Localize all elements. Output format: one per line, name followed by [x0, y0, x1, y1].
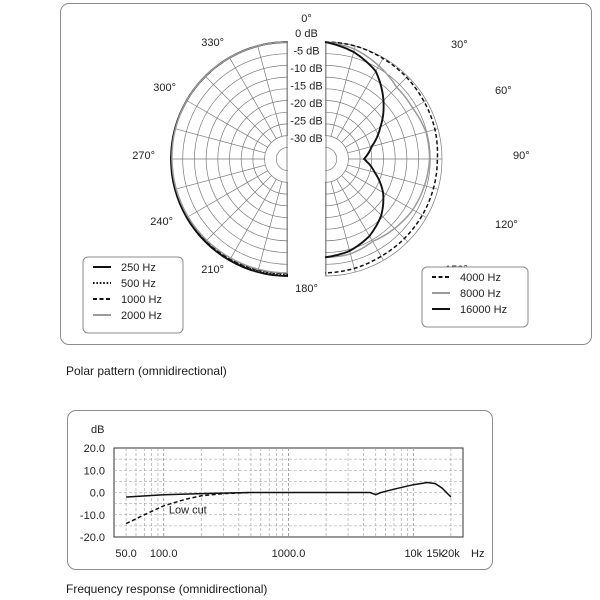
x-tick-label: 50.0	[115, 548, 137, 560]
polar-chart	[61, 4, 593, 346]
grid-spoke	[331, 182, 355, 272]
grid-spoke	[224, 171, 305, 218]
radial-label: -10 dB	[290, 63, 323, 75]
radial-label: -5 dB	[293, 45, 320, 58]
legend-label: 8000 Hz	[460, 288, 501, 300]
grid-spoke	[300, 179, 347, 260]
legend-label: 16000 Hz	[460, 304, 508, 316]
legend-right	[422, 267, 528, 327]
grid-spoke	[342, 76, 408, 142]
x-tick-label: 20k	[442, 548, 460, 560]
grid-spoke	[345, 101, 426, 148]
grid-spoke	[331, 46, 355, 136]
grid-spoke	[342, 176, 408, 242]
grid-spoke	[337, 179, 384, 260]
frequency-response-chart	[68, 411, 494, 571]
grid-spoke	[187, 171, 268, 218]
legend-label: 500 Hz	[121, 278, 156, 290]
grid-ring	[276, 147, 299, 170]
angle-label: 330°	[201, 37, 224, 49]
grid-spoke	[230, 58, 277, 139]
grid-spoke	[230, 179, 277, 260]
grid-spoke	[348, 129, 438, 153]
angle-label: 90°	[513, 150, 530, 162]
series-16000-hz	[325, 42, 384, 257]
series-2000-hz	[172, 42, 288, 273]
x-tick-label: 10k	[404, 548, 423, 560]
angle-label: 60°	[495, 85, 512, 97]
series-4000-hz	[325, 42, 438, 273]
grid-spoke	[267, 179, 314, 260]
grid-ring	[313, 147, 336, 170]
grid-spoke	[175, 129, 265, 153]
grid-spoke	[205, 76, 271, 142]
x-tick-label: 1000.0	[271, 548, 306, 560]
angle-label: 210°	[201, 264, 224, 276]
grid-spoke	[258, 182, 282, 272]
legend-label: 1000 Hz	[121, 294, 162, 306]
frequency-response-panel	[67, 410, 493, 570]
angle-label: 240°	[150, 216, 173, 228]
grid-spoke	[295, 182, 319, 272]
grid-spoke	[205, 176, 271, 242]
grid-spoke	[187, 101, 268, 148]
y-tick-label: -10.0	[79, 509, 105, 522]
x-tick-label: 15k	[426, 548, 445, 560]
grid-spoke	[175, 165, 265, 189]
legend-left	[83, 257, 183, 333]
grid-spoke	[294, 182, 318, 272]
angle-label: 0°	[301, 13, 312, 25]
grid-spoke	[337, 58, 384, 139]
x-tick-label: 100.0	[149, 548, 178, 560]
y-tick-label: 20.0	[83, 443, 105, 455]
radial-label: -20 dB	[290, 98, 323, 110]
polar-pattern-panel	[60, 3, 592, 345]
angle-label: 300°	[153, 82, 176, 94]
angle-label: 30°	[451, 39, 468, 51]
polar-pattern-caption: Polar pattern (omnidirectional)	[66, 364, 227, 378]
angle-label: 120°	[495, 219, 518, 231]
angle-label: 180°	[295, 283, 318, 295]
radial-label: -30 dB	[290, 133, 323, 145]
legend-label: 4000 Hz	[460, 272, 501, 284]
grid-spoke	[258, 46, 282, 136]
y-tick-label: 10.0	[83, 465, 105, 478]
grid-spoke	[305, 176, 371, 242]
angle-label: 270°	[132, 150, 155, 162]
y-tick-label: -20.0	[79, 532, 105, 544]
legend-label: 250 Hz	[121, 262, 156, 274]
x-unit-label: Hz	[471, 548, 485, 560]
y-axis-label: dB	[91, 424, 105, 436]
radial-label: -15 dB	[290, 80, 323, 93]
frequency-response-caption: Frequency response (omnidirectional)	[66, 582, 268, 596]
grid-spoke	[345, 171, 426, 218]
y-tick-label: 0.0	[89, 487, 105, 500]
grid-spoke	[242, 176, 308, 242]
radial-label: -25 dB	[290, 115, 323, 128]
low-cut-annotation: Low cut	[168, 504, 207, 517]
legend-label: 2000 Hz	[121, 310, 162, 322]
radial-label: 0 dB	[295, 28, 318, 40]
